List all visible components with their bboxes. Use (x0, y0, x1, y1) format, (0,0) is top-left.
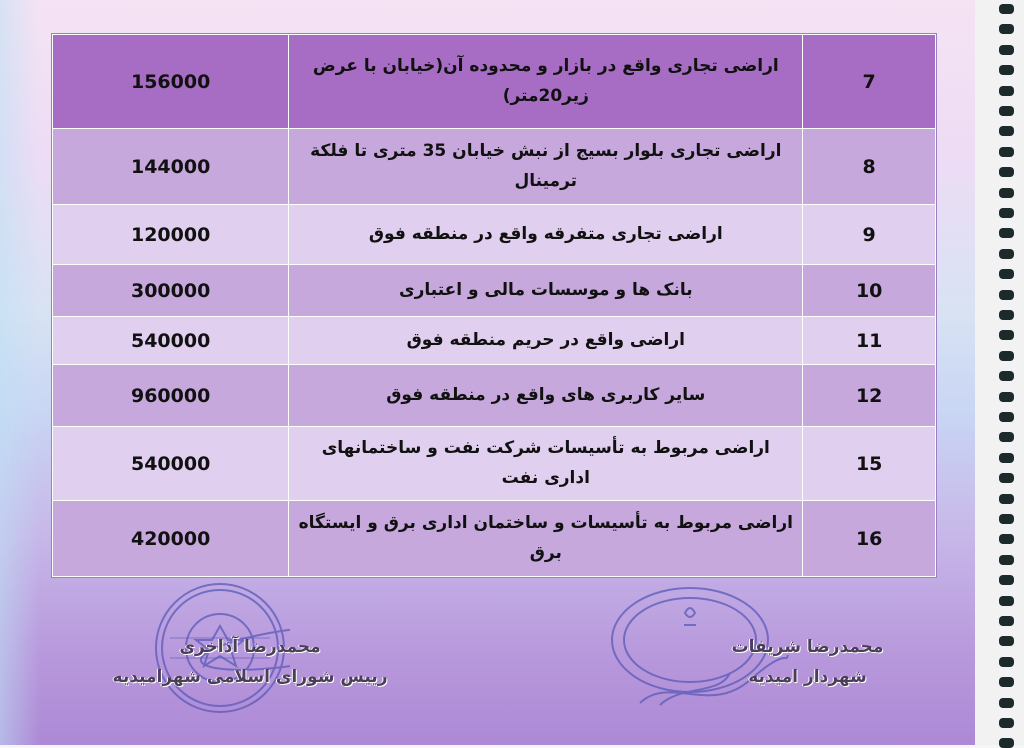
binding-hole (999, 65, 1014, 75)
table-row (53, 501, 936, 577)
binding-hole (999, 596, 1014, 606)
row-number-cell: 9 (803, 205, 936, 265)
binding-hole (999, 453, 1014, 463)
binding-hole (999, 126, 1014, 136)
description-cell: اراضی مربوط به تأسیسات و ساختمان اداری برق و ایستگاه برق (289, 501, 803, 577)
spiral-binding-strip (975, 0, 1024, 745)
binding-hole (999, 269, 1014, 279)
binding-hole (999, 718, 1014, 728)
binding-hole (999, 24, 1014, 34)
description-cell: اراضی تجاری واقع در بازار و محدوده آن(خیابان با عرض زیر20متر) (289, 35, 803, 129)
binding-hole (999, 636, 1014, 646)
binding-hole (999, 310, 1014, 320)
mayor-signature-block (700, 632, 915, 692)
binding-hole (999, 330, 1014, 340)
row-number-cell: 15 (803, 427, 936, 501)
binding-hole (999, 657, 1014, 667)
mayor-title: شهردار امیدیه (748, 667, 867, 687)
binding-hole (999, 534, 1014, 544)
binding-hole (999, 106, 1014, 116)
table-row (53, 365, 936, 427)
binding-hole (999, 188, 1014, 198)
binding-hole (999, 473, 1014, 483)
price-cell: 960000 (53, 365, 289, 427)
binding-hole (999, 371, 1014, 381)
description-cell: اراضی تجاری بلوار بسیج از نبش خیابان 35 متری تا فلکة ترمینال (289, 129, 803, 205)
binding-hole (999, 555, 1014, 565)
table-row (53, 317, 936, 365)
binding-hole (999, 147, 1014, 157)
binding-hole (999, 432, 1014, 442)
binding-hole (999, 228, 1014, 238)
binding-hole (999, 86, 1014, 96)
price-cell: 420000 (53, 501, 289, 577)
binding-hole (999, 575, 1014, 585)
binding-hole (999, 249, 1014, 259)
binding-hole (999, 4, 1014, 14)
binding-hole (999, 738, 1014, 748)
row-number-cell: 16 (803, 501, 936, 577)
binding-hole (999, 351, 1014, 361)
binding-hole (999, 167, 1014, 177)
council-chair-name: محمدرضا آذاخری (179, 637, 321, 657)
binding-hole (999, 290, 1014, 300)
binding-hole (999, 514, 1014, 524)
table-row (53, 129, 936, 205)
description-cell: سایر کاربری های واقع در منطقه فوق (289, 365, 803, 427)
table-row (53, 205, 936, 265)
table-row (53, 35, 936, 129)
price-cell: 156000 (53, 35, 289, 129)
row-number-cell: 12 (803, 365, 936, 427)
price-cell: 120000 (53, 205, 289, 265)
row-number-cell: 8 (803, 129, 936, 205)
binding-hole (999, 412, 1014, 422)
binding-hole (999, 698, 1014, 708)
council-chair-title: رییس شورای اسلامی شهرامیدیه (112, 667, 388, 687)
description-cell: اراضی تجاری متفرقه واقع در منطقه فوق (289, 205, 803, 265)
binding-hole (999, 494, 1014, 504)
price-cell: 540000 (53, 317, 289, 365)
description-cell: بانک ها و موسسات مالی و اعتباری (289, 265, 803, 317)
binding-hole (999, 45, 1014, 55)
table-row (53, 427, 936, 501)
binding-hole (999, 208, 1014, 218)
mayor-name: محمدرضا شریفات (731, 637, 884, 657)
binding-hole (999, 677, 1014, 687)
description-cell: اراضی واقع در حریم منطقه فوق (289, 317, 803, 365)
binding-hole (999, 392, 1014, 402)
price-cell: 540000 (53, 427, 289, 501)
tariff-table (52, 34, 936, 577)
table-row (53, 265, 936, 317)
price-cell: 300000 (53, 265, 289, 317)
row-number-cell: 10 (803, 265, 936, 317)
description-cell: اراضی مربوط به تأسیسات شرکت نفت و ساختمانهای اداری نفت (289, 427, 803, 501)
row-number-cell: 7 (803, 35, 936, 129)
council-chair-signature-block (95, 632, 405, 692)
price-cell: 144000 (53, 129, 289, 205)
binding-hole (999, 616, 1014, 626)
row-number-cell: 11 (803, 317, 936, 365)
